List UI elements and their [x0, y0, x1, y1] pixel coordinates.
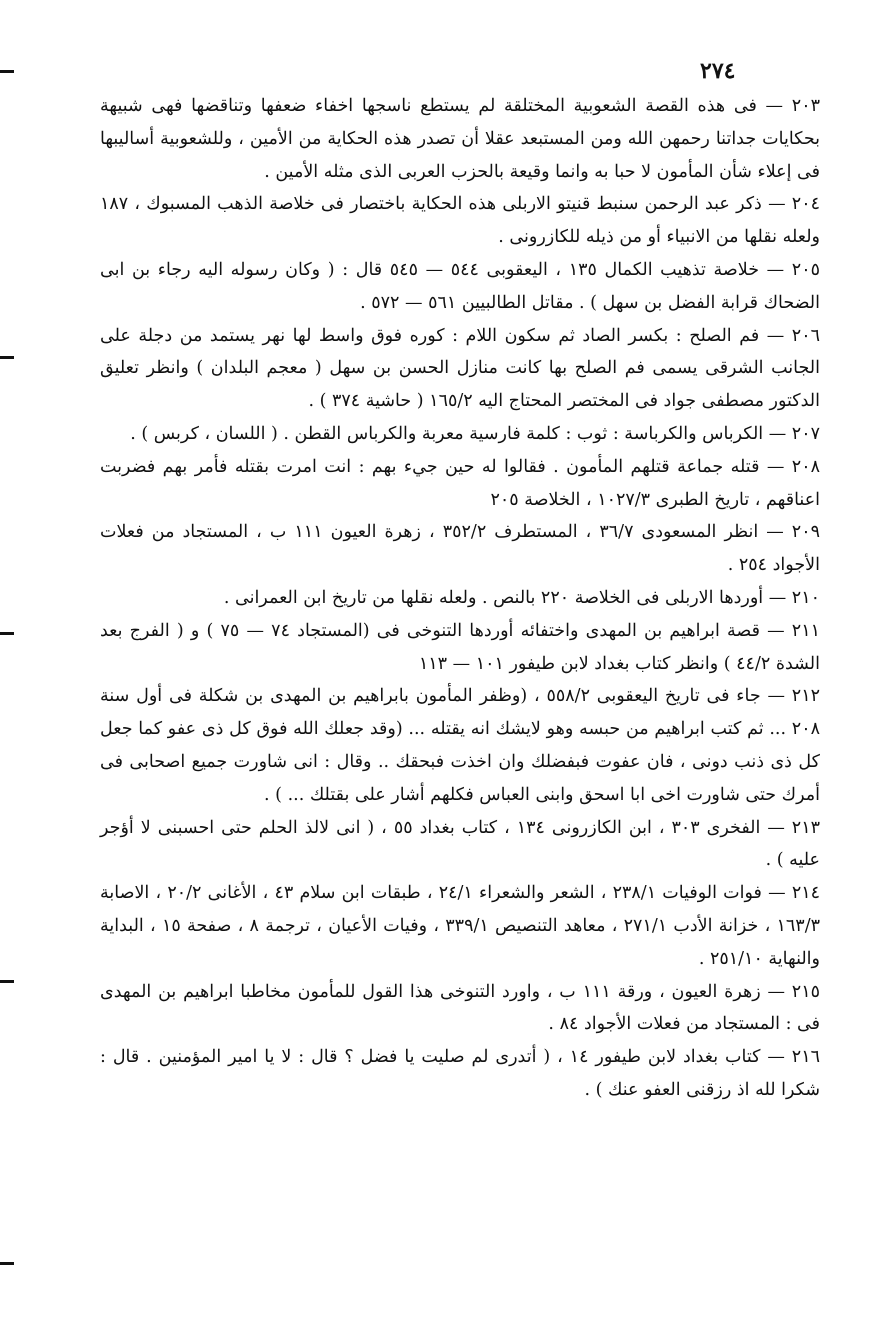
footnote-206: ٢٠٦ — فم الصلح : بكسر الصاد ثم سكون اللام : كوره فوق واسط لها نهر يستمد من دجلة على الجانب الشرقى يسمى فم الصلح بها كانت منازل الحسن بن سهل ( معجم البلدان ) وانظر تعليق الدكتور مصطفى جواد فى المختصر المحتاج اليه ١٦٥/٢ ( حاشية ٣٧٤ ) . [100, 325, 820, 412]
footnote-216: ٢١٦ — كتاب بغداد لابن طيفور ١٤ ، ( أتدرى لم صليت يا فضل ؟ قال : لا يا امير المؤمنين . قال : شكرا لله اذ رزقنى العفو عنك ) . [100, 1047, 820, 1100]
footnotes-column [100, 90, 820, 1107]
footnote-211: ٢١١ — قصة ابراهيم بن المهدى واختفائه أوردها التنوخى فى (المستجاد ٧٤ — ٧٥ ) و ( الفرج بعد الشدة ٤٤/٢ ) وانظر كتاب بغداد لابن طيفور ١٠١ — ١١٣ [100, 620, 820, 674]
binding-mark [0, 1262, 14, 1265]
footnote-215: ٢١٥ — زهرة العيون ، ورقة ١١١ ب ، واورد التنوخى هذا القول للمأمون مخاطبا ابراهيم بن المهدى فى : المستجاد من فعلات الأجواد ٨٤ . [100, 981, 820, 1035]
footnote-204: ٢٠٤ — ذكر عبد الرحمن سنبط قنيتو الاربلى هذه الحكاية باختصار فى خلاصة الذهب المسبوك ، ١٨٧ ولعله نقلها من الانبياء أو من ذيله للكازرونى . [100, 194, 820, 248]
footnote-203: ٢٠٣ — فى هذه القصة الشعوبية المختلقة لم يستطع ناسجها اخفاء ضعفها وتناقضها فهى شبيهة بحكايات جداتنا رحمهن الله ومن المستبعد عقلا أن تصدر هذه الحكاية من الأمين ، وللشعوبية أساليبها فى إعلاء شأن المأمون لا حبا به وانما وقيعة بالحزب العربى الذى مثله الأمين . [100, 96, 820, 182]
footnote-213: ٢١٣ — الفخرى ٣٠٣ ، ابن الكازرونى ١٣٤ ، كتاب بغداد ٥٥ ، ( انى لالذ الحلم حتى احسبنى لا أؤجر عليه ) . [100, 817, 820, 871]
binding-mark [0, 632, 14, 635]
footnote-205: ٢٠٥ — خلاصة تذهيب الكمال ١٣٥ ، اليعقوبى ٥٤٤ — ٥٤٥ قال : ( وكان رسوله اليه رجاء بن ابى الضحاك قرابة الفضل بن سهل ) . مقاتل الطالبيين ٥٦١ — ٥٧٢ . [100, 259, 820, 313]
binding-mark [0, 70, 14, 73]
footnote-207: ٢٠٧ — الكرباس والكرباسة : ثوب : كلمة فارسية معربة والكرباس القطن . ( اللسان ، كربس ) . [130, 423, 820, 444]
footnote-210: ٢١٠ — أوردها الاربلى فى الخلاصة ٢٢٠ بالنص . ولعله نقلها من تاريخ ابن العمرانى . [223, 587, 820, 608]
footnote-214: ٢١٤ — فوات الوفيات ٢٣٨/١ ، الشعر والشعراء ٢٤/١ ، طبقات ابن سلام ٤٣ ، الأغانى ٢٠/٢ ، الاصابة ١٦٣/٣ ، خزانة الأدب ٢٧١/١ ، معاهد التنصيص ٣٣٩/١ ، وفيات الأعيان ، ترجمة ٨ ، صفحة ١٥ ، البداية والنهاية ٢٥١/١٠ . [100, 883, 821, 969]
footnote-212: ٢١٢ — جاء فى تاريخ اليعقوبى ٥٥٨/٢ ، (وظفر المأمون بابراهيم بن المهدى بن شكلة فى أول سنة ٢٠٨ ... ثم كتب ابراهيم من حبسه وهو لايشك انه يقتله ... (وقد جعلك الله فوق كل ذى عفو كما جعل كل ذى ذنب دونى ، فان عفوت فبفضلك وان اخذت فبحقك .. وقال : انى شاورت جميع اصحابى فى أمرك حتى شاورت اخى ابا اسحق وابنى العباس فكلهم أشار على بقتلك ... ) . [100, 686, 820, 805]
footnote-209: ٢٠٩ — انظر المسعودى ٣٦/٧ ، المستطرف ٣٥٢/٢ ، زهرة العيون ١١١ ب ، المستجاد من فعلات الأجواد ٢٥٤ . [100, 522, 820, 576]
binding-mark [0, 980, 14, 983]
page-number: ٢٧٤ [700, 58, 736, 84]
footnote-208: ٢٠٨ — قتله جماعة قتلهم المأمون . فقالوا له حين جيء بهم : انت امرت بقتله فأمر بهم فضربت اعناقهم ، تاريخ الطبرى ١٠٢٧/٣ ، الخلاصة ٢٠٥ [100, 456, 820, 510]
binding-mark [0, 356, 14, 359]
